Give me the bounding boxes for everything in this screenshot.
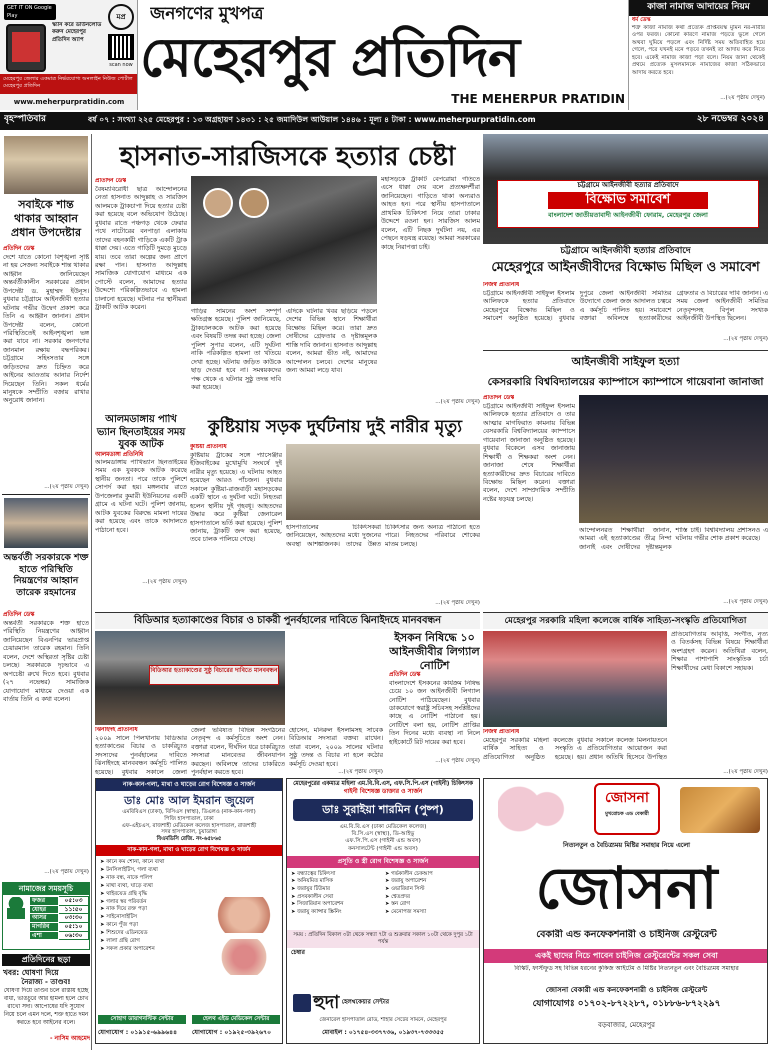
gynae-top: মেহেরপুরের একমাত্র মহিলা এম.বি.বি.এস, এফ.সি.পি.এস (গাইনী) চিকিৎসক [293, 781, 473, 787]
bakery-delivery-icon [498, 785, 568, 833]
service-item: ➤ জরায়ু ক্যান্সার স্ক্রিনিং [291, 909, 342, 916]
prayer-time: ১১:৫০ [59, 905, 89, 914]
gynae-services-list [287, 868, 479, 930]
alamdanga-body: আলমডাঙ্গায় পাখিভ্যান ছিনতাইয়ের সময় এক যুবককে আটক করেছে স্থানীয় জনতা। পরে তাকে পুলিশে সোপর্দ করা হয়। মঙ্গলবার রাতে উপজেলার কুমারী ইউনিয়নের একটি গ্রামে এ ঘটনা ঘটে। পুলিশ জানায়, আটক যুবকের বিরুদ্ধে মামলা দায়ের করা হয়েছে এবং তাকে আদালতে পাঠানো হবে। [95, 459, 187, 534]
sarjis-portrait [239, 188, 269, 218]
qaza-title: কাজা নামাজ আদায়ের নিয়ম [629, 0, 768, 16]
rally-photo [483, 134, 768, 244]
bakery-logo [594, 783, 660, 835]
janaza-body2: আন্দোলনরত শিক্ষার্থীরা জানান, আমরা এই হত্যাকাণ্ডের তীব্র নিন্দা জানাই এবং দোষীদের দৃষ্টান্তমূলক শাস্তি চাই। বিশ্ববিদ্যালয় প্রশাসনও এ ঘটনায় গভীর শোক প্রকাশ করেছে। [579, 527, 768, 551]
service-item: ➤ গলার স্বর পরিবর্তন [100, 898, 147, 905]
prayer-time: ০৩:৩০ [59, 914, 89, 923]
app-text: স্ক্যান করে ডাউনলোড করুন মেহেরপুর প্রতিদিন অ্যাপ [52, 22, 102, 43]
qaza-prayer-box [628, 0, 768, 110]
gynae-top2: গাইনী বিশেষজ্ঞ ডাক্তার ও সার্জন [343, 788, 423, 796]
bdr-byline: ঝিনাইদহ প্রতিনিধি [95, 727, 138, 733]
prayer-time: ০৫:১০ [59, 923, 89, 932]
ent-degree4: সদর হাসপাতাল, চুয়াডাঙ্গা [161, 829, 217, 836]
gynae-degree: এম.বি.বি.এস (ঢাকা মেডিকেল কলেজ) [339, 824, 427, 831]
janaza-body: চট্টগ্রামে আইনজীবী সাইফুল ইসলাম আলিফকে হত্যার প্রতিবাদে ও তার আত্মার মাগফিরাত কামনায় বিভিন্ন বেসরকারি বিশ্ববিদ্যালয়ের ক্যাম্পাসে গায়েবানা জানাজা অনুষ্ঠিত হয়েছে। বুধবার বিকেলে এসব জানাজায় শিক্ষার্থী ও শিক্ষকরা অংশ নেন। জানাজা শেষে শিক্ষার্থীরা হত্যাকারীদের দ্রুত বিচারের দাবিতে বিক্ষোভ মিছিল করেন। বক্তারা বলেন, দেশে সাম্প্রদায়িক সম্প্রীতি নষ্টের ষড়যন্ত্র চলছে। [483, 403, 575, 503]
ent-band: নাক-কান-গলা, মাথা ও ঘাড়ের রোগ বিশেষজ্ঞ ও সার্জন [96, 845, 282, 856]
lead-col2: গাড়ির সামনের অংশ সম্পূর্ণ ক্ষতিগ্রস্ত হয়েছে। পুলিশ জানিয়েছে, ট্রাকচালককে আটক করা হয়েছে এবং বিষয়টি তদন্ত করা হচ্ছে। জেলা পুলিশ সুপার বলেন, এটি দুর্ঘটনা নাকি পরিকল্পিত হামলা তা খতিয়ে দেখা হচ্ছে। ঘটনায় জড়িত কাউকে ছাড় দেওয়া হবে না। সমন্বয়কদের পক্ষ থেকে এ ঘটনার সুষ্ঠু তদন্ত দাবি করা হয়েছে। [191, 308, 281, 391]
bakery-tag: বেকারী এন্ড কনফেকশনারী ও চাইনিজ রেস্টুরেন্ট [536, 929, 717, 940]
masthead [0, 0, 768, 110]
service-item: ➤ সকল প্রকার অপারেশন [100, 945, 155, 952]
prayer-title: নামাজের সময়সূচি [3, 883, 89, 895]
service-item: ➤ ওভারিয়ান সিস্ট [385, 886, 425, 893]
iskcon-title[interactable]: ইসকন নিষিদ্ধে ১০ আইনজীবীর লিগ্যাল নোটিশ [389, 631, 480, 672]
college-body2: প্রতিযোগিতায় আবৃত্তি, সংগীত, নৃত্য ও বিতর্কসহ বিভিন্ন বিষয়ে শিক্ষার্থীরা অংশগ্রহণ করেন। অতিথিরা বলেন, শিক্ষার পাশাপাশি সাংস্কৃতিক চর্চা শিক্ষার্থীদের মেধা বিকাশে সহায়ক। [671, 631, 768, 672]
ent-degree: এমবিবিএস (ঢাকা), বিসিএস (স্বাস্থ্য), ডিএলও (নাক-কান-গলা) [122, 808, 256, 815]
gynae-doctor-name: ডাঃ সুরাইয়া শারমিন (পুষ্প) [293, 799, 473, 821]
gynae-degree4: কনসালটেন্ট (গাইনী এন্ড অবস) [348, 845, 418, 852]
service-item: ➤ প্রসবকালীন সেবা [291, 893, 334, 900]
prayer-time: ০৬:৩০ [59, 931, 89, 940]
gynae-schedule: সময় : প্রতিদিন বিকাল ৩টা থেকে সন্ধ্যা ৭টা ও শুক্রবার সকাল ১০টা থেকে দুপুর ১টা পর্যন্ত [287, 930, 479, 948]
dateline-bar [0, 112, 768, 130]
prayer-table [29, 896, 89, 940]
service-item: ➤ কানে কম শোনা, কানে ব্যথা [100, 859, 165, 866]
alamdanga-byline: আলমডাঙ্গা প্রতিনিধি [95, 451, 144, 458]
service-item: ➤ লালা গ্রন্থি রোগ [100, 937, 140, 944]
service-item: ➤ বন্ধ্যাত্বের চিকিৎসা [291, 870, 336, 877]
ad-ent-doctor[interactable] [95, 778, 283, 1044]
college-cont[interactable]: ...(২য় পৃষ্ঠায় দেখুন) [723, 769, 768, 775]
service-item: ➤ টনসিলাইটিস, গলা ব্যথা [100, 867, 158, 874]
bdr-col2: জেলা ভবিষ্যত বিভিন্ন সংগঠনের নেতৃবৃন্দ এ কর্মসূচিতে অংশ নেন। বক্তারা বলেন, দীর্ঘদিন ধরে চাকরিচ্যুত সদস্যরা মানবেতর জীবনযাপন করছেন। অবিলম্বে তাদের চাকরিতে পুনর্বহাল করতে হবে। [191, 727, 285, 776]
newspaper-title: মেহেরপুর প্রতিদিন [140, 25, 520, 89]
portal-ticker: মেহেরপুর জেলার একমাত্র নির্ভরযোগ্য অনলাইন নিউজ পোর্টাল মেহেরপুর প্রতিদিন [0, 74, 138, 94]
lead-col4: মহাসড়কে ট্রাকটি বেপরোয়া গতিতে এসে ধাক্কা দেয় বলে প্রত্যক্ষদর্শীরা জানিয়েছেন। গাড়িতে থাকা অন্যরাও আহত হন। পরে স্থানীয় হাসপাতালে প্রাথমিক চিকিৎসা নিয়ে তারা ঢাকার উদ্দেশে রওনা হন। সারজিস আলম বলেন, এটি নিছক দুর্ঘটনা নয়, এর পেছনে ষড়যন্ত্র রয়েছে। আমরা সরকারের কাছে নিরাপত্তা চাই। [381, 176, 480, 251]
gynae-phone[interactable]: মোবাইল : ০১৭৫৪-৩৩৭৭৩৬, ০১৯৩৭-৭৩৩৩৫৫ [322, 1029, 444, 1036]
google-play-text: GET IT ON Google Play [7, 5, 52, 19]
story-calm-body: দেশে যাতে কোনো বিশৃঙ্খলা সৃষ্টি না হয় সেজন্য সবাইকে শান্ত থাকার আহ্বান জানিয়েছেন অন্তর্বর্তীকালীন সরকারের প্রধান উপদেষ্টা ড. মুহাম্মদ ইউনূস। বুধবার চট্টগ্রামে আইনজীবী হত্যার ঘটনায় গভীর উদ্বেগ প্রকাশ করে তিনি এ আহ্বান জানান। প্রধান উপদেষ্টা বলেন, কোনো পরিস্থিতিতেই আইনশৃঙ্খলা ভঙ্গ করা যাবে না। সরকার জনগণের জানমাল রক্ষায় বদ্ধপরিকর। চট্টগ্রামে সহিংসতার সঙ্গে জড়িতদের দ্রুত চিহ্নিত করে আইনের আওতায় আনার নির্দেশ দিয়েছেন তিনি। সকল ধর্মের মানুষকে সম্প্রীতি বজায় রাখার অনুরোধ জানান। [3, 254, 89, 405]
janaza-title[interactable]: কেসরকারি বিশ্ববিদ্যালয়ের ক্যাম্পাসে ক্যাম্পাসে গায়েবানা জানাজা [487, 376, 764, 388]
service-item: ➤ অনিয়মিত মাসিক [291, 878, 333, 885]
kushtia-title[interactable]: কুষ্টিয়ায় সড়ক দুর্ঘটনায় দুই নারীর মৃত্যু [207, 417, 463, 437]
dateline-day: বৃহস্পতিবার [4, 114, 46, 124]
dateline-date: ২৮ নভেম্বর ২০২৪ [696, 114, 764, 124]
rhyme-author: - নাসিম আহমেদ [49, 1034, 90, 1042]
ear-icon [212, 897, 276, 933]
mosque-icon [7, 897, 25, 919]
rhyme-head: খবর: ঘোষণা দিয়ে [3, 968, 59, 978]
rally-banner-line1: চট্টগ্রামে আইনজীবী হত্যার প্রতিবাদে [577, 181, 679, 189]
google-play-badge[interactable] [4, 4, 56, 20]
prayer-name: এশা [30, 931, 59, 940]
service-item: ➤ সাইনোসাইটিস [100, 914, 138, 921]
prayer-row [30, 905, 89, 914]
college-title[interactable]: মেহেরপুর সরকারি মহিলা কলেজে বার্ষিক সাহিত্য-সংস্কৃতি প্রতিযোগিতা [483, 613, 768, 629]
gynae-centre-label: চেম্বার [291, 949, 305, 956]
rhyme-title: প্রতিদিনের ছড়া [2, 954, 90, 966]
rally-byline: নিজস্ব প্রতিনিধি [483, 282, 520, 288]
qaza-cont[interactable]: ...(২য় পৃষ্ঠায় দেখুন) [720, 94, 765, 101]
service-item: ➤ স্তন রোগ [385, 901, 410, 908]
iskcon-story [389, 631, 480, 776]
bakery-logo-sub: মুখরোচক এন্ড বেকারী [605, 811, 649, 817]
bakery-brand: জোসনা [535, 854, 718, 922]
bakery-logo-text: জোসনা [605, 790, 649, 806]
kushtia-byline: কুষ্টিয়া প্রতিনিধি [190, 444, 227, 450]
bakery-contact[interactable]: যোগাযোগঃ ০১৭০২-৮৭২২৮৭, ০১৮৮৬-৮৭২২৯৭ [532, 999, 721, 1009]
bdr-cont[interactable]: ...(২য় পৃষ্ঠায় দেখুন) [338, 769, 383, 775]
rhyme-sub: নৈরাজ্য - তাণ্ডব! [21, 977, 71, 986]
kushtia-body: কুষ্টিয়ায় ট্রাকের সঙ্গে প্যাসেঞ্জার ইজিবাইকের মুখোমুখি সংঘর্ষে দুই নারীর মৃত্যু হয়েছে। এ ঘটনায় আহত হয়েছেন আরও পাঁচজন। বুধবার সকালে কুষ্টিয়া-রাজবাড়ী মহাসড়কের একটি স্থানে এ দুর্ঘটনা ঘটে। নিহতরা হলেন স্থানীয় দুই গৃহবধূ। আহতদের উদ্ধার করে কুষ্টিয়া জেনারেল হাসপাতালে ভর্তি করা হয়েছে। পুলিশ জানায়, ট্রাকটি জব্দ করা হয়েছে, তবে চালক পালিয়ে গেছে। [190, 452, 282, 544]
ad-josna-bakery[interactable] [483, 778, 768, 1044]
kushtia-hospital-photo [286, 444, 480, 520]
kushtia-cont[interactable]: ...(২য় পৃষ্ঠায় দেখুন) [435, 600, 480, 606]
lead-cont[interactable]: ...(২য় পৃষ্ঠায় দেখুন) [435, 399, 480, 405]
service-item: ➤ জরায়ু অপারেশন [385, 878, 427, 885]
prayer-name: যোহর [30, 905, 59, 914]
prayer-row [30, 897, 89, 906]
site-url[interactable]: www.meherpurpratidin.com [13, 98, 125, 106]
alamdanga-cont[interactable]: ...(২য় পৃষ্ঠায় দেখুন) [142, 579, 187, 585]
bdr-banner: বিডিআর হত্যাকাণ্ডের সুষ্ঠু বিচারের দাবিতে মানববন্ধন [149, 665, 279, 685]
service-item: ➤ থাইরয়েড গ্রন্থি বৃদ্ধি [100, 890, 148, 897]
huda-sub: হেলথকেয়ার সেন্টার [341, 998, 390, 1006]
bakery-band: একই ছাদের নিচে পাবেন চাইনিজ রেস্টুরেন্টের সকল সেবা [484, 949, 768, 963]
kushtia-body2: হাসপাতালের চিকিৎসকরা জানিয়েছেন, আহতদের মধ্যে দুজনের অবস্থা আশঙ্কাজনক। তাদের উন্নত চিকিৎসার জন্য অন্যত্র পাঠানো হতে পারে। নিহতদের পরিবারে শোকের মাতম চলছে। [286, 524, 480, 548]
prayer-name: মাগরিব [30, 923, 59, 932]
ent-services-list [96, 856, 206, 956]
rally-cont[interactable]: ...(২য় পৃষ্ঠায় দেখুন) [723, 336, 768, 342]
rally-banner [497, 180, 759, 228]
ent-top-band: নাক-কান-গলা, মাথা ও ঘাড়ের রোগ বিশেষজ্ঞ ও সার্জন [96, 779, 282, 791]
phone-icon [6, 24, 46, 72]
rally-kicker: চট্টগ্রামে আইনজীবী হত্যার প্রতিবাদে [560, 246, 691, 256]
dateline-info: বর্ষ ০৭ : সংখ্যা ২২৫ মেহেরপুর : ১৩ অগ্রহায়ণ ১৪৩১ : ২৫ জমাদিউল আউয়াল ১৪৪৬ : মূল্য ৪ টাকা : www.meherpurpratidin.com [88, 115, 536, 124]
story-tarique-cont[interactable]: ...(২য় পৃষ্ঠায় দেখুন) [44, 869, 89, 875]
gynae-degree3: এফ.সি.পি.এস (গাইনী এন্ড অবস) [345, 838, 421, 845]
qr-code-icon[interactable] [108, 34, 134, 60]
story-tarique-body: অন্তর্বর্তী সরকারকে শক্ত হাতে পরিস্থিতি নিয়ন্ত্রণের আহ্বান জানিয়েছেন বিএনপির ভারপ্রাপ্ত চেয়ারম্যান তারেক রহমান। তিনি বলেন, দেশে অস্থিরতা সৃষ্টির চেষ্টা চলছে। সরকারকে দৃঢ়ভাবে এ অপচেষ্টা রুখে দিতে হবে। বুধবার (২৭ নভেম্বর) সামাজিক যোগাযোগ মাধ্যমে দেওয়া এক বার্তায় তিনি এ কথা বলেন। [3, 620, 89, 703]
bakery-items: বিস্কিট, ফাস্টফুড সহ বিভিন্ন ধরনের কুকিজ আইটেম ও মিষ্টির নিত্যনতুন এবং বৈচিত্র্যময় সমাহার [514, 965, 739, 972]
huda-logo-icon [293, 994, 311, 1012]
tagline: জনগণের মুখপত্র [150, 4, 264, 24]
rhyme-body: ঘোষণা দিয়ে তাণ্ডব চলে রাস্তায় হচ্ছে বাধা, ভাঙচুরে আর হামলা হলে চোখ রাখো সদা। আপোষের যদি সুযোগ নিয়ে চলে এমন দলে, শক্ত হাতে দমন করতে হবে আইনের বলে। [3, 987, 89, 1027]
rally-body: চট্টগ্রামে আইনজীবী সাইফুল ইসলাম আলিফকে হত্যার প্রতিবাদে মেহেরপুরে বিক্ষোভ মিছিল ও সমাবেশ অনুষ্ঠিত হয়েছে। বুধবার দুপুরে জেলা আইনজীবী সমিতির উদ্যোগে জেলা জজ আদালত চত্বরে এ কর্মসূচি পালিত হয়। সমাবেশে বক্তারা অবিলম্বে হত্যাকারীদের গ্রেফতার ও বিচারের দাবি জানান। এ সময় জেলা আইনজীবী সমিতির নেতৃবৃন্দসহ বিপুল সংখ্যক আইনজীবী উপস্থিত ছিলেন। [483, 290, 768, 323]
rally-banner-footer: বাংলাদেশ জাতীয়তাবাদী আইনজীবী ফোরাম, মেহেরপুর জেলা [548, 210, 708, 219]
throat-icon [212, 939, 276, 975]
service-item: ➤ মেনোপজ সমস্যা [385, 909, 427, 916]
lead-car-photo [191, 176, 377, 304]
service-item: ➤ নাক দিয়ে রক্ত পড়া [100, 906, 147, 913]
lead-col1: বৈষম্যবিরোধী ছাত্র আন্দোলনের নেতা হাসনাত আব্দুল্লাহ ও সারজিস আলমকে ট্রাকচাপা দিয়ে হত্যার চেষ্টা করা হয়েছে বলে অভিযোগ উঠেছে। বুধবার রাতে পঞ্চগড় থেকে ফেরার পথে নাটোরের বনপাড়া এলাকায় তাদের বহনকারী গাড়িকে একটি ট্রাক ধাক্কা দেয়। এতে গাড়িটি দুমড়ে মুচড়ে যায়। তবে তারা অল্পের জন্য প্রাণে রক্ষা পান। হাসনাত আব্দুল্লাহ সামাজিক যোগাযোগ মাধ্যমে এক পোস্টে বলেন, আমাদের হত্যার উদ্দেশ্যে পরিকল্পিতভাবে এ হামলা চালানো হয়েছে। ঘটনার পর স্থানীয়রা ট্রাকটি আটক করেন। [95, 186, 187, 312]
ent-phone2[interactable]: যোগাযোগ : ০১৯২৫-৩৯২৬৭০ [192, 1029, 272, 1036]
prayer-name: ফজর [30, 897, 59, 906]
service-item: ➤ শ্বেতপ্রদর [385, 893, 410, 900]
divider [2, 494, 90, 495]
janaza-cont[interactable]: ...(২য় পৃষ্ঠায় দেখুন) [723, 599, 768, 605]
qaza-body: শত্রু কাজা নামাজ কথা প্রত্যেক প্রাপ্তবয়স্ক মুমিন নর-নারীর ওপর ফরজ। কোনো কারণে নামাজ পড়তে ভুলে গেলে অথবা ঘুমিয়ে পড়লে এবং নির্দিষ্ট সময় অতিবাহিত হয়ে গেলে, পরে যখনই মনে পড়বে তখনই তা আদায় করে নিতে হবে। একেই নামাজ কাজা পড়া বলে। নিয়ম জানা থেকেই প্রথমে প্রত্যেক মুসলমানকে নামাজের কাজা সঠিকভাবে আদায় করতে হবে। [632, 24, 765, 76]
newspaper-title-en: THE MEHERPUR PRATIDIN [451, 92, 625, 106]
alamdanga-title[interactable]: আলমডাঙ্গায় পাখি ভ্যান ছিনতাইয়ের সময় যুবক আটক [96, 414, 186, 451]
bdr-title[interactable]: বিডিআর হত্যাকাণ্ডের বিচার ও চাকরী পুনর্বহালের দাবিতে ঝিনাইদহে মানববন্ধন [95, 613, 480, 629]
service-item: ➤ শিশুদের এডিনয়েড [100, 929, 148, 936]
service-item: ➤ নাক বন্ধ, নাকে পলিপ [100, 875, 153, 882]
chief-adviser-photo [4, 136, 88, 194]
alamdanga-story [95, 414, 187, 610]
ent-phone1[interactable]: যোগাযোগ : ০১৯১৫-৬৯৯৬৪৪ [98, 1029, 178, 1036]
kushtia-story [190, 414, 480, 610]
prayer-row [30, 931, 89, 940]
daily-rhyme-box [2, 954, 90, 1048]
bdr-col1: ২০০৯ সালে পিলখানায় বিডিআর হত্যাকাণ্ডের বিচার ও চাকরিচ্যুত সদস্যদের পুনর্বহালের দাবিতে ঝিনাইদহে মানববন্ধন কর্মসূচি পালিত হয়েছে। বুধবার সকালে জেলা [95, 735, 187, 776]
qaza-byline: ধর্ম ডেস্ক [632, 16, 651, 23]
service-item: ➤ কানে পুঁজ পড়া [100, 922, 138, 929]
ent-centre1: সোহাগ ডায়াগনস্টিক সেন্টার [98, 1015, 186, 1024]
college-story [483, 612, 768, 776]
story-calm-byline: প্রতিদিন ডেস্ক [3, 246, 35, 252]
ent-doctor-name: ডাঃ মোঃ আল ইমরান জুয়েল [124, 793, 254, 807]
story-tarique-title[interactable]: অন্তর্বর্তী সরকারকে শক্ত হাতে পরিস্থিতি নিয়ন্ত্রণের আহ্বান তারেক রহমানের [3, 552, 89, 598]
service-item: ➤ মাথা ব্যথা, ঘাড়ে ব্যথা [100, 882, 153, 889]
bakery-slogan: নিত্যনতুন ও বৈচিত্র্যময় মিষ্টির সমাহার নিয়ে এলো [563, 841, 690, 849]
huda-name: হুদা [313, 992, 340, 1013]
ent-reg: বিএমডিসি রেজি. নং-৬৫৮৬৫ [156, 836, 222, 843]
bdr-photo [95, 631, 285, 725]
story-calm-title[interactable]: সবাইকে শান্ত থাকার আহ্বান প্রধান উপদেষ্টার [10, 198, 82, 239]
college-byline: নিজস্ব প্রতিনিধি [483, 729, 520, 735]
story-calm-cont[interactable]: ...(২য় পৃষ্ঠায় দেখুন) [44, 484, 89, 490]
hasnat-portrait [203, 188, 233, 218]
service-item: ➤ গর্ভকালীন চেকআপ [385, 870, 433, 877]
bakery-food-icon [680, 787, 760, 833]
ad-gynae-doctor[interactable] [286, 778, 480, 1044]
ent-degree2: পিজি হাসপাতাল, ঢাকা [164, 815, 214, 822]
gynae-band: প্রসূতি ও স্ত্রী রোগ বিশেষজ্ঞ ও সার্জন [287, 856, 479, 868]
gynae-degree2: বি.সি.এস (স্বাস্থ্য), ডি-আইভু [351, 831, 415, 838]
college-photo [483, 631, 667, 727]
ent-degree3: এফ-এইচএস, রাজশাহী মেডিকেল কলেজ হাসপাতাল, রাজশাহী [121, 822, 257, 829]
prayer-row [30, 914, 89, 923]
iskcon-byline: প্রতিদিন ডেস্ক [389, 672, 421, 679]
prayer-time: ০৫:০৩ [59, 897, 89, 906]
bdr-story [95, 612, 480, 776]
janaza-photo [579, 395, 768, 523]
prayer-times-box [2, 882, 90, 950]
service-item: ➤ জরায়ুর টিউমার [291, 886, 330, 893]
gynae-address: জেনারেল হাসপাতাল রোড, শাহার সেটের সামনে, মেহেরপুর [319, 1017, 447, 1023]
janaza-kicker: আইনজীবী সাইফুল হত্যা [571, 355, 680, 368]
rally-story [483, 134, 768, 344]
lead-byline: প্রতিদিন ডেস্ক [95, 178, 127, 184]
huda-logo [293, 991, 475, 1013]
app-promo [0, 0, 138, 110]
prayer-name: আসর [30, 914, 59, 923]
rally-title[interactable]: মেহেরপুরে আইনজীবীদের বিক্ষোভ মিছিল ও সমাবেশ [491, 260, 760, 275]
lead-col3: এদিকে ঘটনার খবর ছড়িয়ে পড়লে দেশের বিভিন্ন স্থানে শিক্ষার্থীরা বিক্ষোভ মিছিল করে। তারা দ্রুত দোষীদের গ্রেফতার ও দৃষ্টান্তমূলক শাস্তি দাবি জানান। হাসনাত আব্দুল্লাহ বলেন, আমরা ভীত নই, আমাদের আন্দোলন চলবে। দেশের মানুষের জন্য আমরা লড়ে যাব। [286, 308, 377, 375]
scan-label: scan now [109, 62, 133, 68]
rally-banner-line2: বিক্ষোভ সমাবেশ [548, 192, 708, 209]
service-item: ➤ সিজারিয়ান অপারেশন [291, 901, 344, 908]
janaza-story [483, 350, 768, 610]
ent-centre2: হেলথ এইড মেডিকেল সেন্টার [192, 1015, 280, 1024]
college-body: মেহেরপুর সরকারি মহিলা কলেজে বার্ষিক সাহিত্য ও সংস্কৃতি প্রতিযোগিতা অনুষ্ঠিত হয়েছে। বুধবার সকালে কলেজ মিলনায়তনে এ প্রতিযোগিতার আয়োজন করা হয়। প্রধান অতিথি হিসেবে উপস্থিত [483, 737, 667, 761]
bakery-addr-name: জোসনা বেকারী এন্ড কনফেকশনারী ও চাইনিজ রেস্টুরেন্ট [545, 985, 708, 994]
prayer-row [30, 923, 89, 932]
bakery-place: বড়বাজার, মেহেরপুর [597, 1021, 656, 1029]
left-column [0, 134, 92, 1050]
story-tarique-byline: প্রতিদিন ডেস্ক [3, 612, 35, 618]
mp-logo-icon: মপ্র [108, 4, 134, 30]
tarique-photo [4, 498, 88, 548]
bdr-col3: হোসেন, মনিরুল ইসলামসহ সাবেক বিডিআর সদস্যরা বক্তব্য রাখেন। তারা বলেন, ২০০৯ সালের ঘটনার সুষ্ঠু তদন্ত ও বিচার না হলে কঠোর কর্মসূচি দেওয়া হবে। [289, 727, 383, 768]
iskcon-cont[interactable]: ...(২য় পৃষ্ঠায় দেখুন) [435, 757, 480, 764]
iskcon-body: বাংলাদেশে ইসকনের কার্যক্রম নিষিদ্ধ চেয়ে ১০ জন আইনজীবী লিগ্যাল নোটিশ পাঠিয়েছেন। বুধবার ডাকযোগে স্বরাষ্ট্র সচিবসহ সংশ্লিষ্টদের কাছে এ নোটিশ পাঠানো হয়। নোটিশে বলা হয়, নোটিশ প্রাপ্তির তিন দিনের মধ্যে ব্যবস্থা না নিলে হাইকোর্টে রিট দায়ের করা হবে। [389, 679, 480, 746]
janaza-byline: প্রতিদিন ডেস্ক [483, 395, 515, 401]
lead-title[interactable]: হাসনাত-সারজিসকে হত্যার চেষ্টা [119, 142, 456, 172]
lead-story [95, 134, 480, 410]
